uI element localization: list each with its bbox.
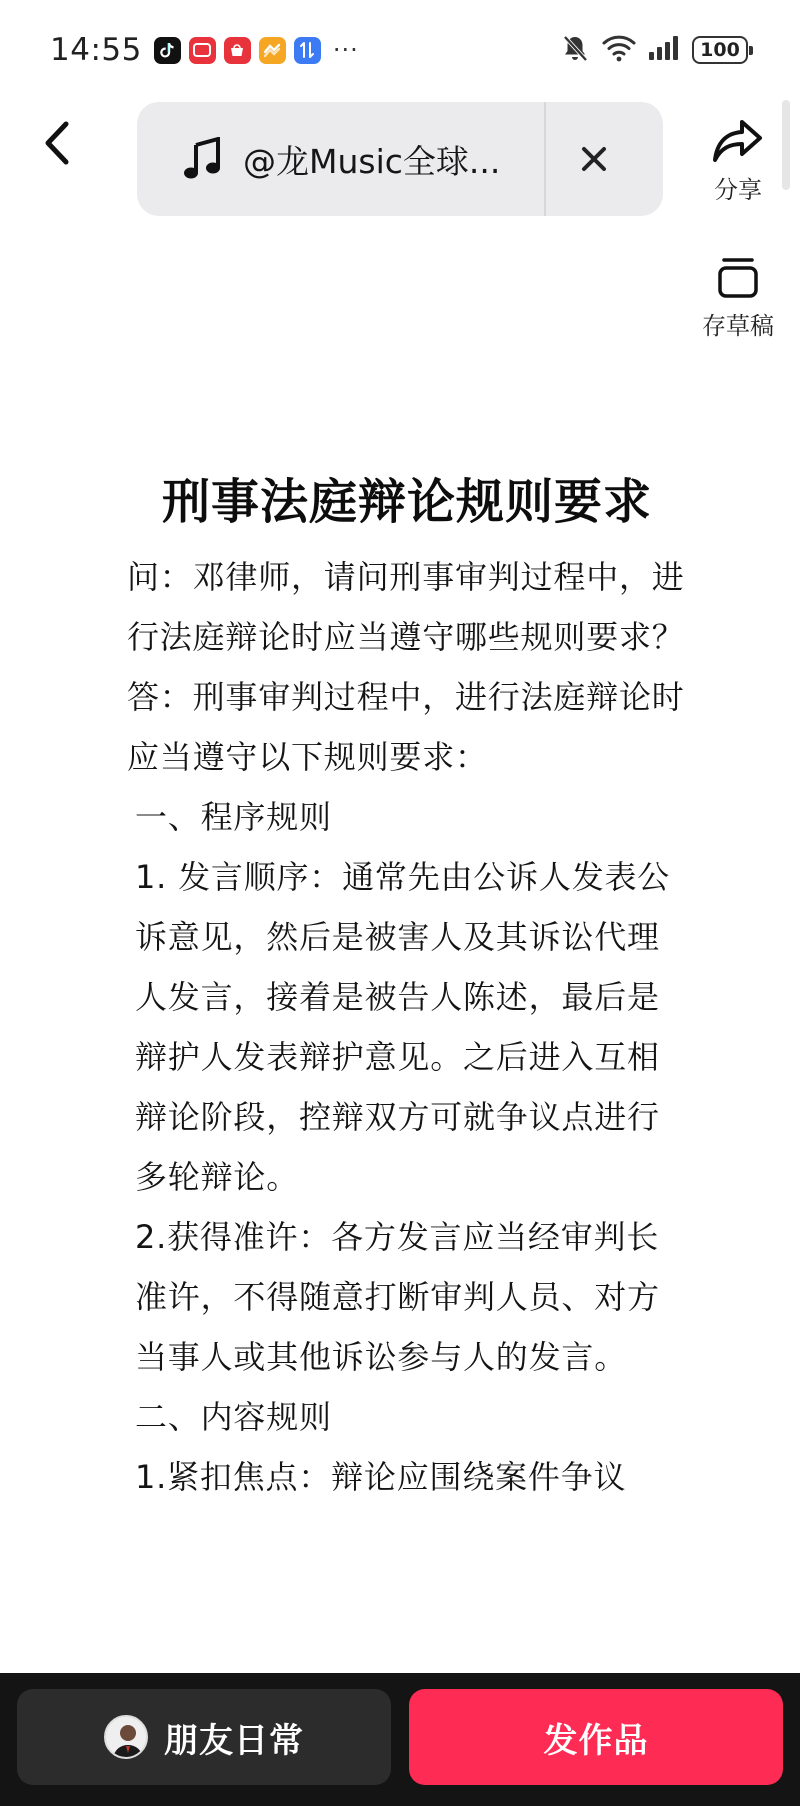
article-title: 刑事法庭辩论规则要求 [161, 474, 652, 530]
paragraph-answer-intro: 答：刑事审判过程中，进行法庭辩论时应当遵守以下规则要求： [127, 678, 685, 776]
publish-label: 发作品 [543, 1720, 649, 1761]
mute-icon [560, 33, 590, 67]
publish-button[interactable] [409, 1689, 783, 1785]
back-button[interactable] [32, 108, 82, 178]
paragraph-speaking-order: 1. 发言顺序：通常先由公诉人发表公诉意见，然后是被害人及其诉讼代理人发言，接着是被告人陈述，最后是辩护人发表辩护意见。之后进入互相辩论阶段，控辩双方可就争议点进行多轮辩论。 [135, 858, 671, 1196]
section-heading-procedure: 一、程序规则 [135, 798, 332, 836]
signal-icon [648, 35, 680, 65]
status-left [50, 32, 359, 68]
more-notifications-indicator: ··· [332, 36, 359, 64]
chevron-left-icon [42, 120, 72, 166]
huawei-app-icon [224, 37, 251, 64]
article-body [127, 547, 687, 1507]
friends-daily-label: 朋友日常 [164, 1720, 304, 1761]
status-right [560, 33, 748, 67]
battery-icon: 100 [692, 36, 748, 64]
article-content[interactable] [127, 465, 687, 1507]
status-bar [0, 0, 800, 100]
save-draft-button[interactable] [683, 256, 793, 341]
bottom-action-bar [0, 1673, 800, 1806]
tiktok-icon [154, 37, 181, 64]
paragraph-permission: 2.获得准许：各方发言应当经审判长准许，不得随意打断审判人员、对方当事人或其他诉讼参与人的发言。 [135, 1218, 660, 1376]
section-heading-content: 二、内容规则 [135, 1398, 332, 1436]
orange-app-icon [259, 37, 286, 64]
avatar [104, 1715, 148, 1759]
draft-box-icon [716, 256, 760, 300]
share-label: 分享 [714, 176, 762, 204]
paragraph-focus: 1.紧扣焦点：辩论应围绕案件争议 [135, 1458, 627, 1496]
scrollbar[interactable] [782, 100, 790, 190]
blue-app-icon [294, 37, 321, 64]
paragraph-question: 问：邓律师，请问刑事审判过程中，进行法庭辩论时应当遵守哪些规则要求？ [127, 558, 685, 656]
music-note-icon [175, 131, 231, 187]
music-selector[interactable] [137, 102, 663, 216]
draft-label: 存草稿 [702, 312, 774, 340]
red-app-icon [189, 37, 216, 64]
friends-daily-button[interactable] [17, 1689, 391, 1785]
status-time: 14:55 [50, 32, 142, 68]
close-icon [581, 146, 607, 172]
music-title: @龙Music全球... [243, 141, 501, 181]
remove-music-button[interactable] [546, 102, 642, 216]
share-arrow-icon [712, 118, 764, 164]
wifi-icon [602, 34, 636, 66]
share-button[interactable] [683, 118, 793, 205]
